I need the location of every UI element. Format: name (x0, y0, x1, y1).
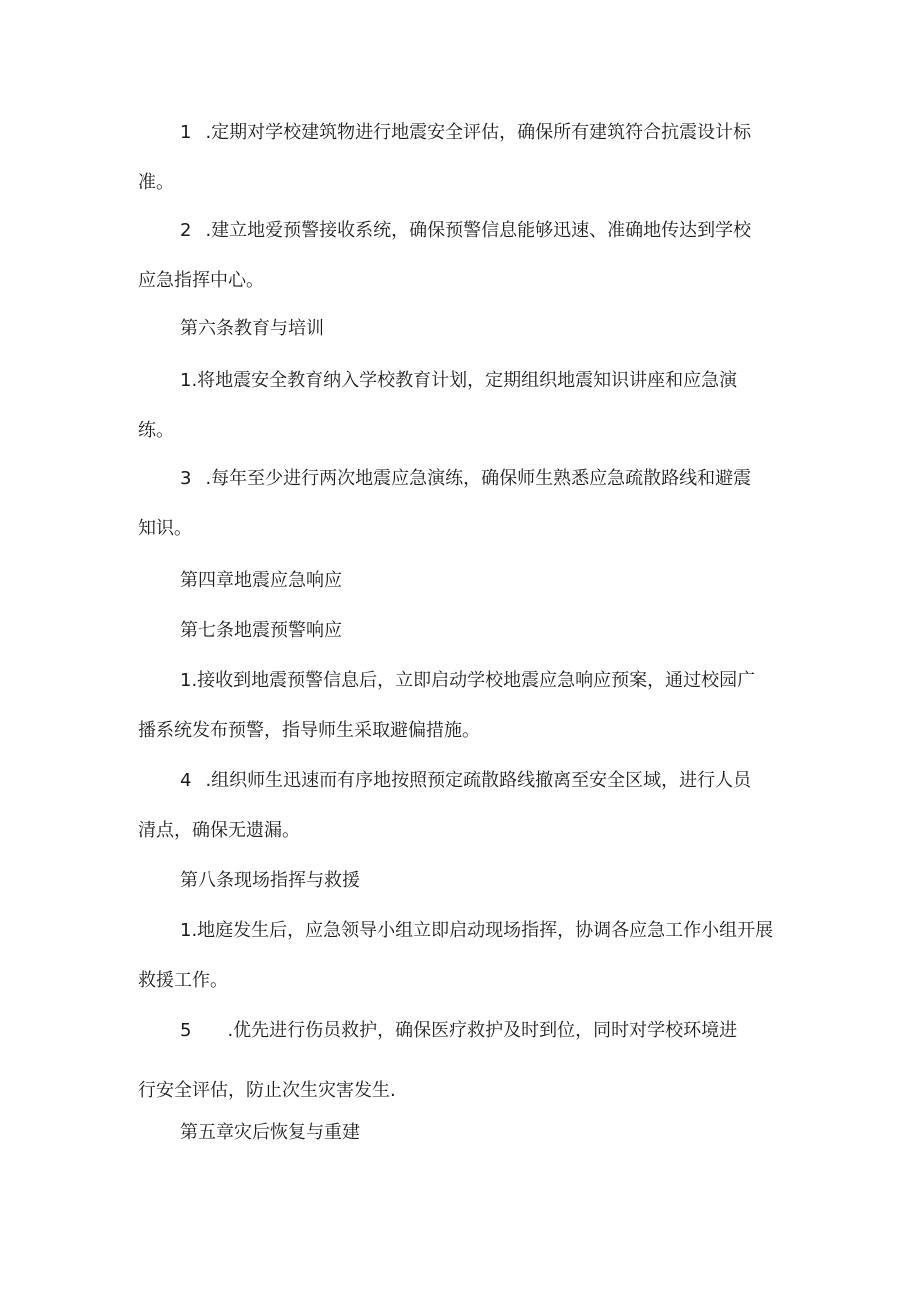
paragraph-line: 练。 (138, 420, 174, 441)
paragraph-line: 应急指挥中心。 (138, 270, 264, 291)
paragraph-line: .建立地爱预警接收系统，确保预警信息能够迅速、准确地传达到学校 (205, 220, 752, 241)
section-heading (138, 856, 788, 906)
section-heading (138, 304, 788, 354)
paragraph-line: 播系统发布预警，指导师生采取避偏措施。 (138, 720, 480, 741)
paragraph-item-4 (138, 756, 788, 856)
paragraph-item-1 (138, 108, 788, 208)
paragraph-item-command-1 (138, 906, 788, 1006)
item-number: 1 (180, 122, 192, 143)
paragraph-item-warning-1 (138, 656, 788, 756)
item-number: 5 (180, 1020, 192, 1041)
paragraph-line: 1.接收到地震预警信息后，立即启动学校地震应急响应预案，通过校园广 (180, 670, 756, 691)
paragraph-item-3 (138, 454, 788, 554)
chapter-heading (138, 1108, 788, 1158)
paragraph-line: 1.将地震安全教育纳入学校教育计划，定期组织地震知识讲座和应急演 (180, 370, 738, 391)
item-number: 2 (180, 220, 192, 241)
paragraph-item-2 (138, 206, 788, 306)
section-heading (138, 606, 788, 656)
chapter-heading (138, 556, 788, 606)
paragraph-line: 准。 (138, 172, 174, 193)
section-heading-text: 第六条教育与培训 (180, 318, 324, 339)
paragraph-line: .优先进行伤员救护，确保医疗救护及时到位，同时对学校环境进 (227, 1020, 738, 1041)
paragraph-line: .定期对学校建筑物进行地震安全评估，确保所有建筑符合抗震设计标 (205, 122, 752, 143)
paragraph-item-5 (138, 1006, 788, 1116)
chapter-heading-text: 第五章灾后恢复与重建 (180, 1122, 360, 1143)
paragraph-line: .每年至少进行两次地震应急演练，确保师生熟悉应急疏散路线和避震 (205, 468, 752, 489)
paragraph-line: 行安全评估，防止次生灾害发生. (138, 1080, 396, 1101)
section-heading-text: 第七条地震预警响应 (180, 620, 342, 641)
paragraph-line: 清点，确保无遗漏。 (138, 820, 300, 841)
item-number: 4 (180, 770, 192, 791)
paragraph-line: 1.地庭发生后，应急领导小组立即启动现场指挥，协调各应急工作小组开展 (180, 920, 774, 941)
paragraph-line: 救援工作。 (138, 970, 228, 991)
item-number: 3 (180, 468, 192, 489)
chapter-heading-text: 第四章地震应急响应 (180, 570, 342, 591)
section-heading-text: 第八条现场指挥与救援 (180, 870, 360, 891)
paragraph-item-education-1 (138, 356, 788, 456)
paragraph-line: .组织师生迅速而有序地按照预定疏散路线撤离至安全区域，进行人员 (205, 770, 752, 791)
paragraph-line: 知识。 (138, 518, 192, 539)
